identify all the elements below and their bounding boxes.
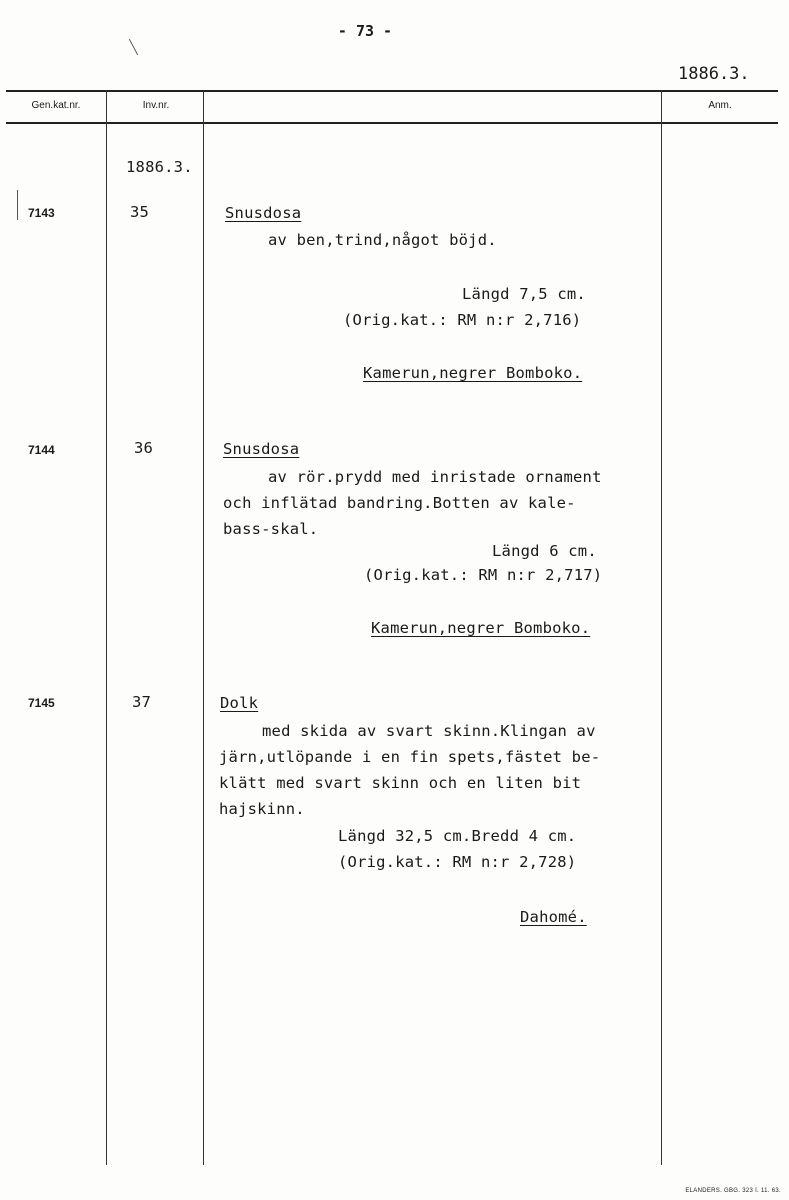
column-header-inv: Inv.nr. [142,100,170,111]
entry-description-line: och inflätad bandring.Botten av kale- [223,494,576,512]
entry-title: Snusdosa [223,440,300,458]
printer-footer: ELANDERS. GBG. 323 I. 11. 63. [685,1188,781,1194]
page-number: - 73 - [337,22,393,40]
entry-inv-number: 36 [134,439,154,457]
entry-gen-number: 7144 [28,443,55,457]
scan-mark [129,39,138,55]
entry-description-line: av ben,trind,något böjd. [268,231,497,249]
entry-title: Dolk [220,694,259,712]
entry-description-line: hajskinn. [219,800,305,818]
entry-measurement: Längd 7,5 cm. [462,285,586,303]
entry-orig-catalog: (Orig.kat.: RM n:r 2,728) [338,853,577,871]
inventory-year: 1886.3. [126,158,193,176]
entry-description-line: klätt med svart skinn och en liten bit [219,774,582,792]
entry-description-line: järn,utlöpande i en fin spets,fästet be- [219,748,601,766]
column-header-gen: Gen.kat.nr. [31,100,81,111]
header-bottom-rule [6,122,778,124]
header-top-rule [6,90,778,92]
entry-inv-number: 37 [132,693,152,711]
entry-origin: Dahomé. [520,908,587,926]
entry-description-line: av rör.prydd med inristade ornament [268,468,602,486]
entry-measurement: Längd 6 cm. [492,542,597,560]
column-divider-1 [106,90,107,1165]
entry-title: Snusdosa [225,204,302,222]
entry-description-line: med skida av svart skinn.Klingan av [262,722,596,740]
column-divider-2 [203,90,204,1165]
entry-inv-number: 35 [130,203,150,221]
entry-measurement: Längd 32,5 cm.Bredd 4 cm. [338,827,577,845]
entry-description-line: bass-skal. [223,520,319,538]
entry-origin: Kamerun,negrer Bomboko. [363,364,583,382]
entry-gen-number: 7145 [28,696,55,710]
entry-orig-catalog: (Orig.kat.: RM n:r 2,716) [343,311,582,329]
entry-orig-catalog: (Orig.kat.: RM n:r 2,717) [364,566,603,584]
entry-origin: Kamerun,negrer Bomboko. [371,619,591,637]
header-year-code: 1886.3. [678,64,750,84]
column-divider-3 [661,90,662,1165]
column-header-anm: Anm. [708,100,732,111]
entry-gen-number: 7143 [28,206,55,220]
scan-mark [17,190,18,220]
